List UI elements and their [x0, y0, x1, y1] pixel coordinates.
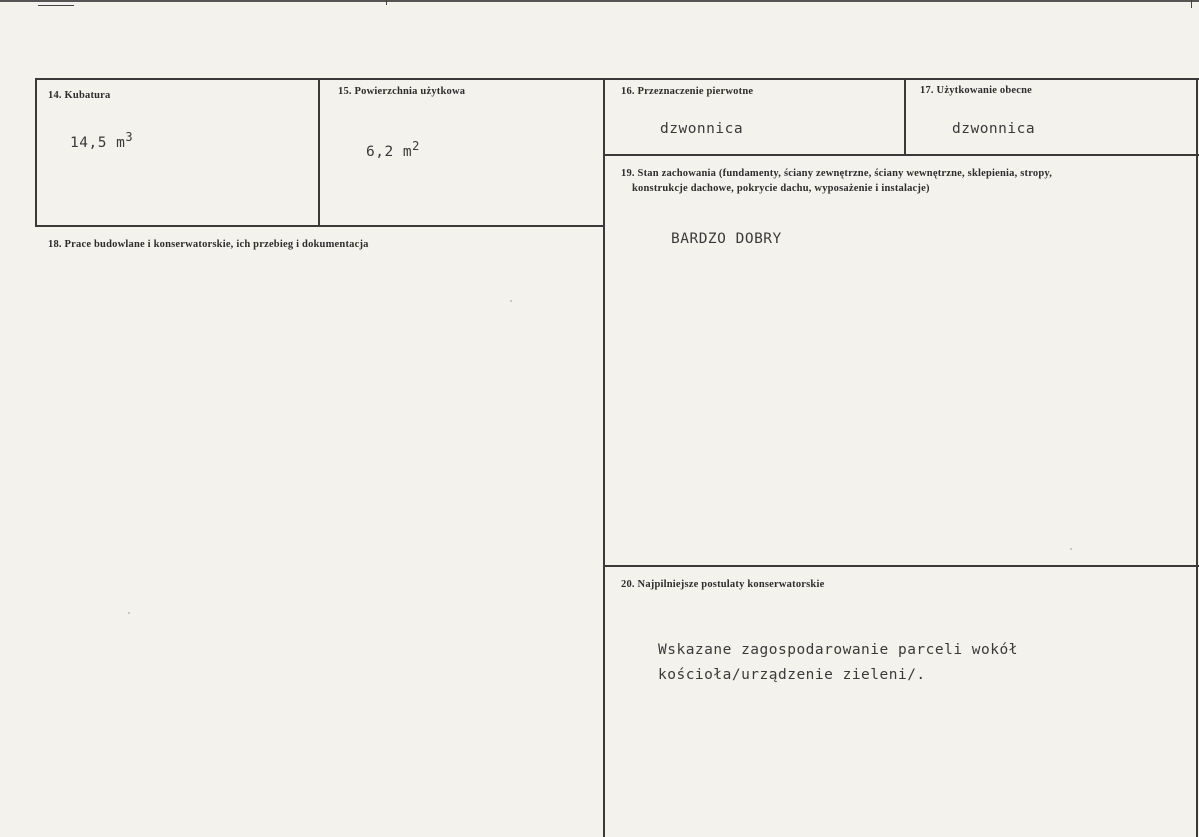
field-18-label: 18. Prace budowlane i konserwatorskie, ich przebieg i dokumentacja — [48, 239, 369, 250]
field-14-exponent: 3 — [125, 130, 134, 145]
field-17-label: 17. Użytkowanie obecne — [920, 85, 1033, 96]
paper-speck — [128, 612, 130, 614]
field-19-value: BARDZO DOBRY — [671, 231, 782, 247]
field-15-exponent: 2 — [412, 139, 420, 154]
field-19-label-line2: konstrukcje dachowe, pokrycie dachu, wyposażenie i instalacje) — [632, 183, 930, 194]
top-margin-tick — [386, 0, 387, 5]
grid-line-row19-bottom — [604, 565, 1199, 567]
page-top-edge — [0, 0, 1199, 2]
grid-line-row1-left — [35, 225, 605, 227]
field-19-label-line1: 19. Stan zachowania (fundamenty, ściany zewnętrzne, ściany wewnętrzne, sklepienia, stropy, — [621, 168, 1053, 179]
field-15-value-text: 6,2 m — [366, 144, 413, 160]
field-20-value-line2: kościoła/urządzenie zieleni/. — [658, 667, 926, 683]
field-20-label: 20. Najpilniejsze postulaty konserwatorskie — [621, 579, 825, 590]
field-15-label: 15. Powierzchnia użytkowa — [338, 86, 466, 97]
top-margin-mark — [38, 0, 74, 6]
field-20-value-line1: Wskazane zagospodarowanie parceli wokół — [658, 642, 1018, 658]
grid-line-14-15 — [318, 78, 320, 227]
field-16-value: dzwonnica — [660, 121, 744, 137]
grid-line-row1-right — [604, 154, 1199, 156]
grid-line-left — [35, 78, 37, 227]
field-17-value: dzwonnica — [952, 121, 1036, 137]
grid-line-16-17 — [904, 78, 906, 156]
right-margin-mark — [1191, 0, 1192, 8]
grid-line-top — [35, 78, 1199, 80]
field-14-value — [70, 131, 133, 155]
grid-line-right — [1196, 78, 1198, 837]
field-14-label: 14. Kubatura — [48, 90, 111, 101]
grid-line-center — [603, 78, 605, 837]
field-16-label: 16. Przeznaczenie pierwotne — [621, 86, 754, 97]
field-15-value — [366, 140, 420, 164]
paper-speck — [510, 300, 512, 302]
paper-speck — [1070, 548, 1072, 550]
field-14-value-text: 14,5 m — [70, 135, 126, 151]
